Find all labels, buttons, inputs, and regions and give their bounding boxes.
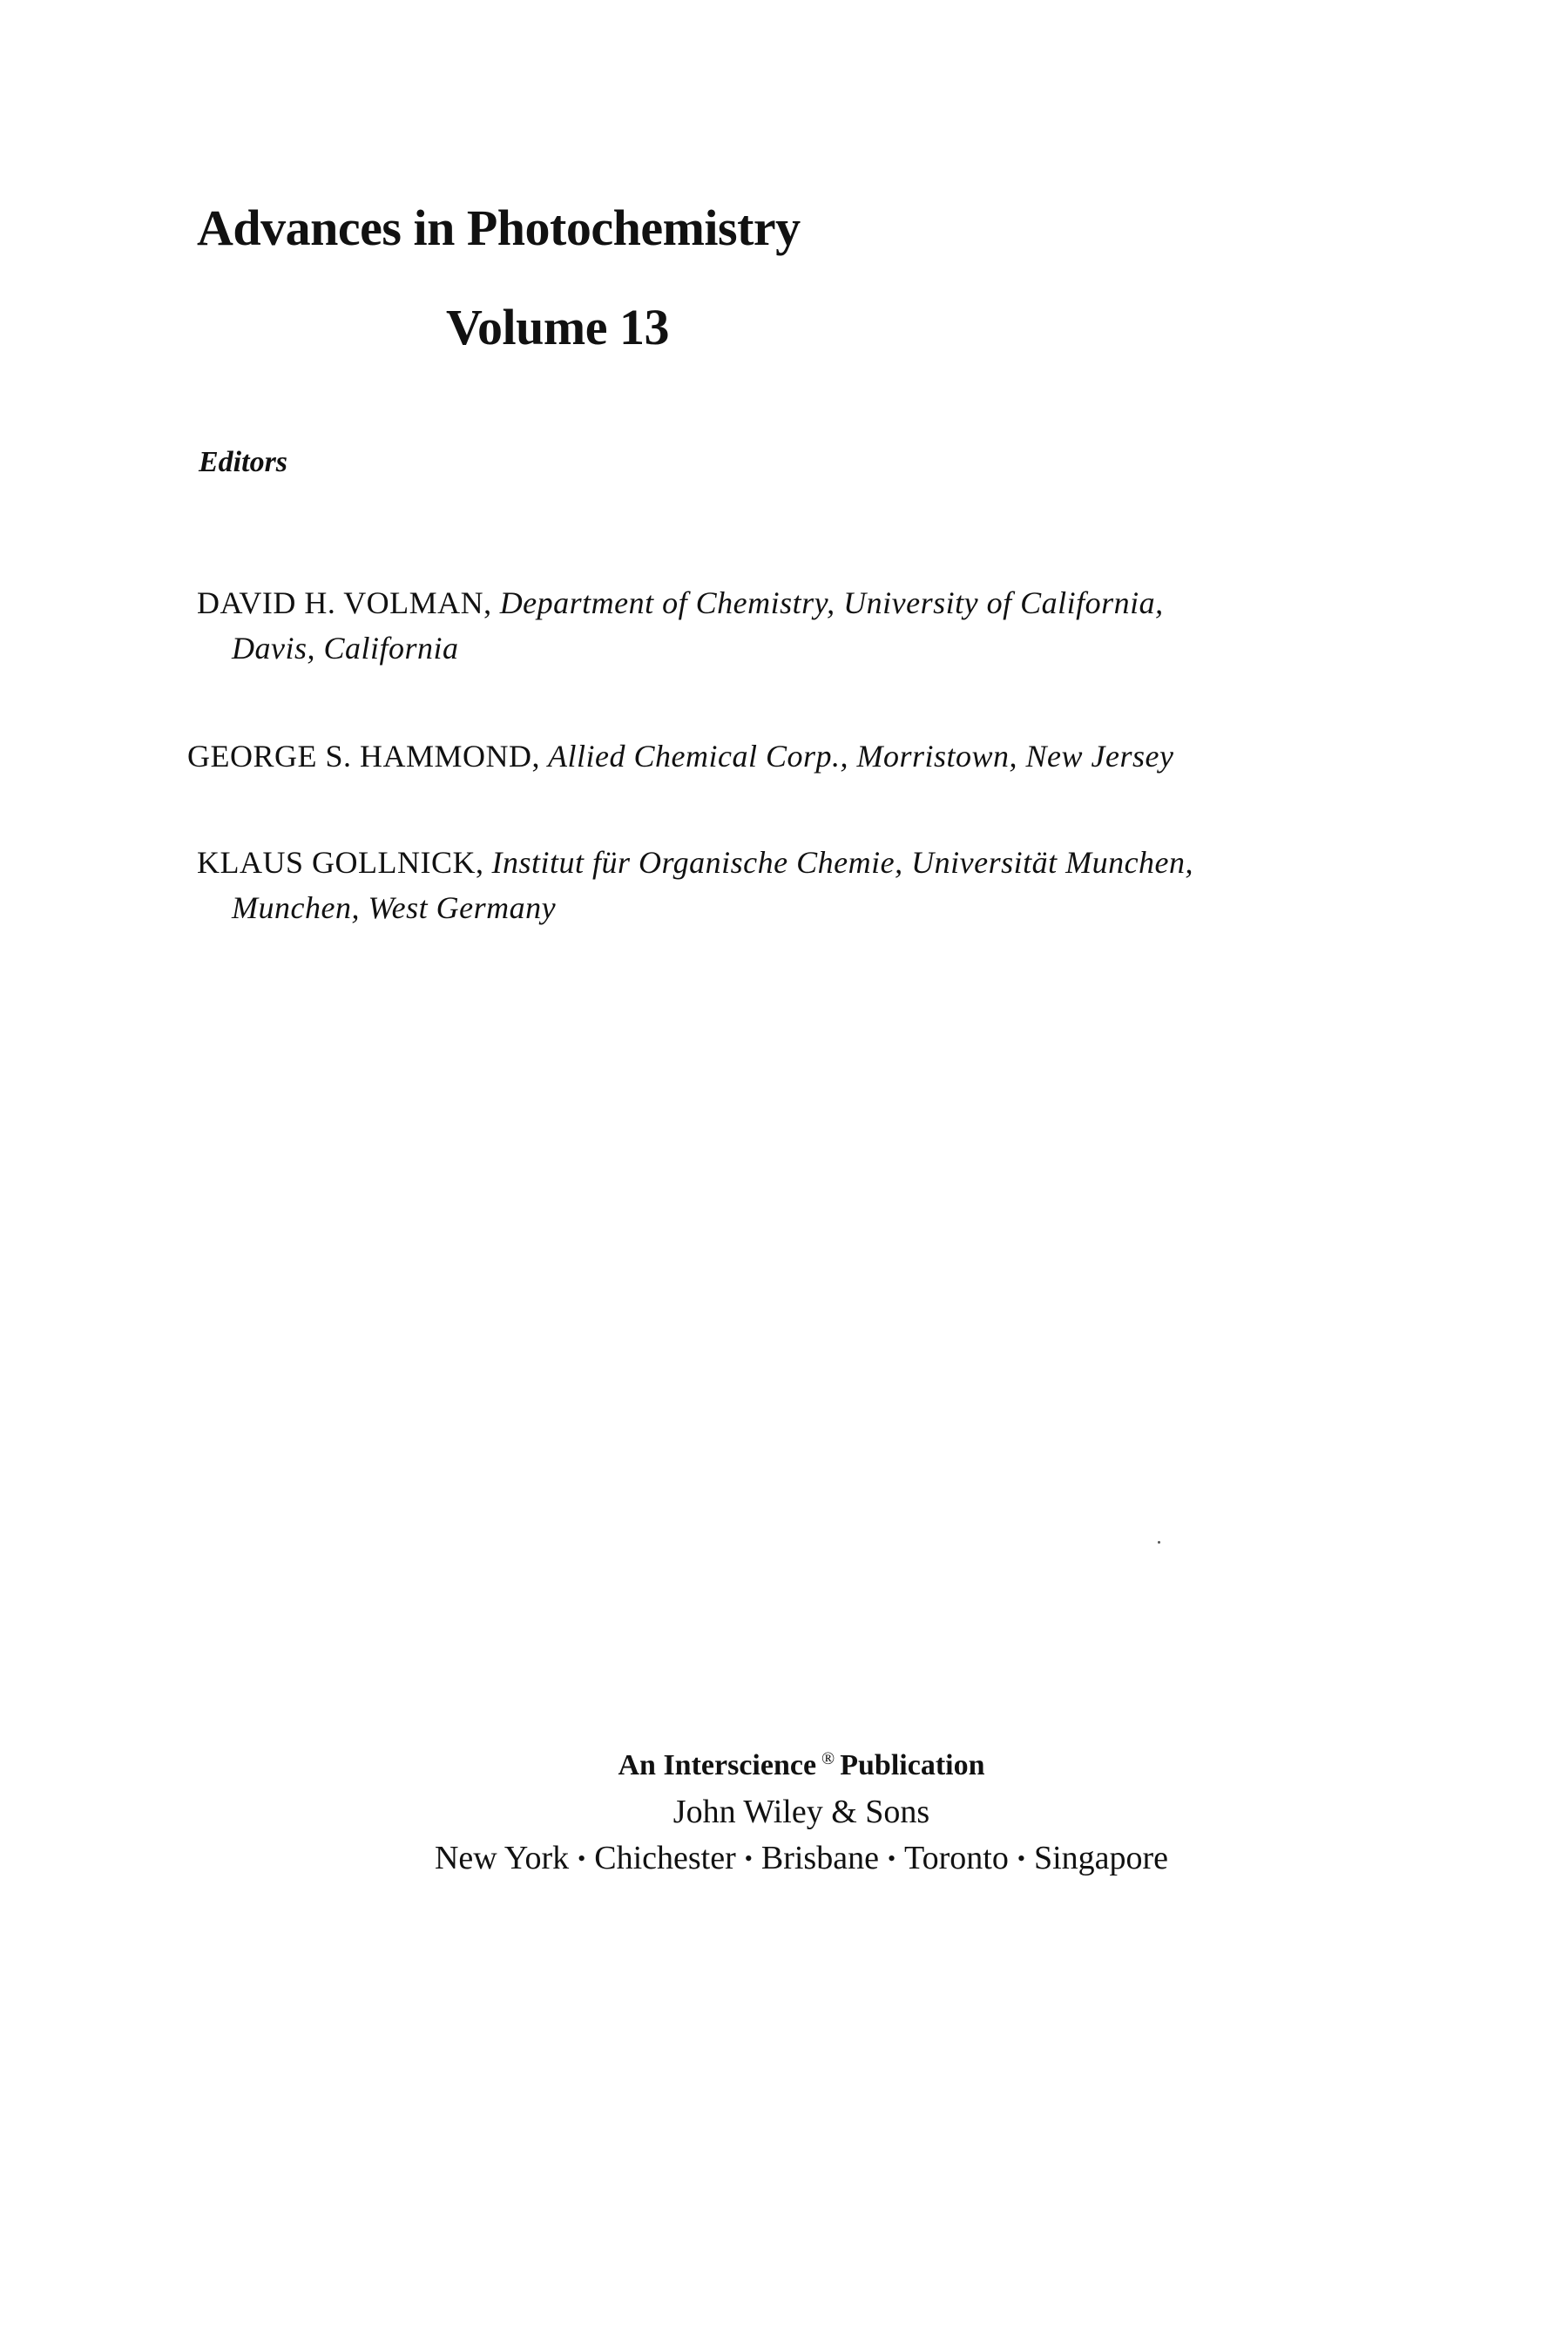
editor-entry bbox=[197, 840, 1193, 930]
publisher-block bbox=[0, 1737, 1568, 1881]
editor-affiliation-continued: Davis, California bbox=[232, 631, 459, 666]
book-title: Advances in Photochemistry bbox=[197, 199, 801, 256]
city: Brisbane bbox=[760, 1840, 879, 1876]
editor-entry bbox=[187, 733, 1173, 779]
city: New York bbox=[434, 1840, 570, 1876]
bullet-separator: • bbox=[887, 1846, 896, 1871]
print-speck bbox=[1158, 1541, 1160, 1544]
editor-affiliation: Allied Chemical Corp., Morristown, New Jersey bbox=[548, 739, 1174, 774]
editor-name: GEORGE S. HAMMOND, bbox=[187, 739, 541, 774]
editor-affiliation: Department of Chemistry, University of California, bbox=[499, 585, 1164, 620]
editors-heading: Editors bbox=[199, 446, 288, 478]
editor-affiliation: Institut für Organische Chemie, Universität Munchen, bbox=[491, 845, 1194, 880]
imprint-prefix: An Interscience bbox=[618, 1749, 817, 1781]
editor-affiliation-continued: Munchen, West Germany bbox=[232, 890, 557, 925]
city: Singapore bbox=[1033, 1840, 1169, 1876]
city: Chichester bbox=[594, 1840, 736, 1876]
publisher-name: John Wiley & Sons bbox=[672, 1794, 930, 1830]
editor-name: KLAUS GOLLNICK, bbox=[197, 845, 484, 880]
bullet-separator: • bbox=[1017, 1846, 1025, 1871]
bullet-separator: • bbox=[578, 1846, 586, 1871]
volume-number: Volume 13 bbox=[446, 299, 669, 355]
registered-mark: ® bbox=[821, 1749, 835, 1768]
editor-entry bbox=[197, 580, 1164, 671]
bullet-separator: • bbox=[744, 1846, 753, 1871]
imprint-line bbox=[35, 1737, 1568, 1788]
imprint-suffix: Publication bbox=[840, 1749, 985, 1781]
editor-name: DAVID H. VOLMAN, bbox=[197, 585, 492, 620]
city: Toronto bbox=[904, 1840, 1009, 1876]
publisher-cities bbox=[35, 1836, 1568, 1881]
